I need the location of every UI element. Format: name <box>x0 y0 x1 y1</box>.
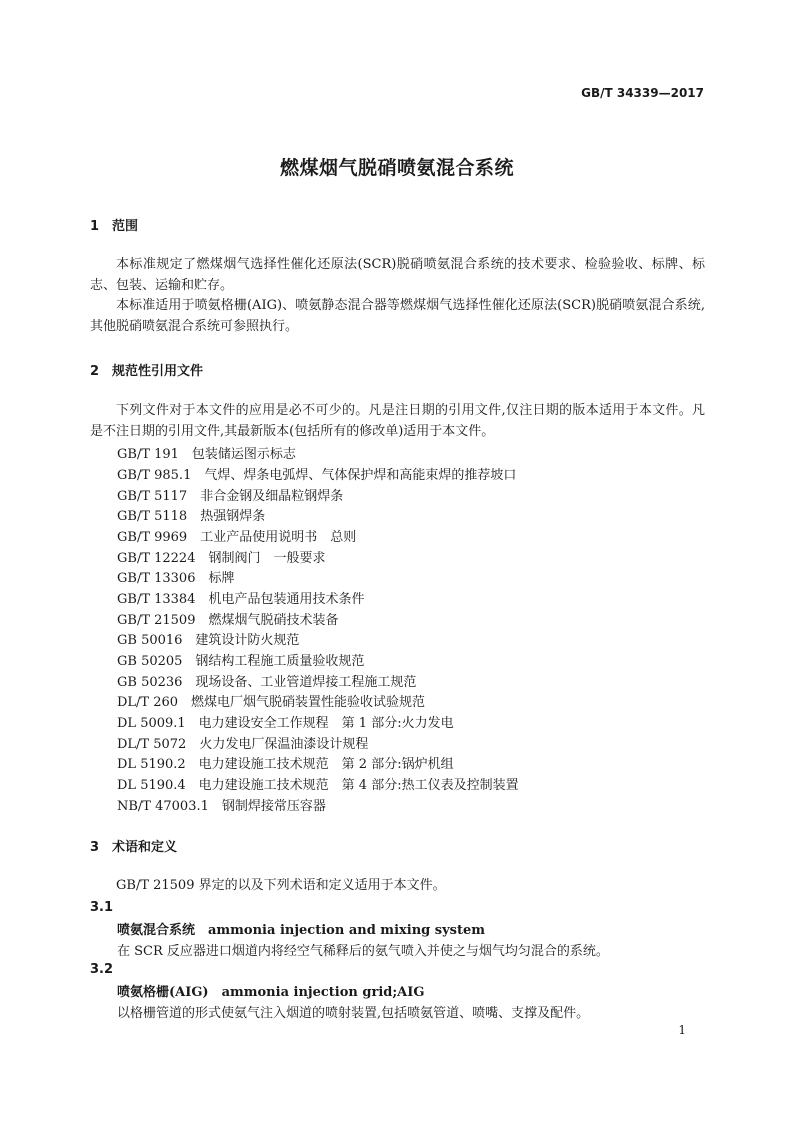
reference-item: GB/T 985.1 气焊、焊条电弧焊、气体保护焊和高能束焊的推荐坡口 <box>117 468 517 483</box>
reference-item: DL 5190.2 电力建设施工技术规范 第 2 部分:锅炉机组 <box>117 757 454 772</box>
section-2-heading <box>90 360 203 379</box>
section-title: 规范性引用文件 <box>112 364 204 379</box>
standard-code: GB/T 34339—2017 <box>581 86 704 100</box>
reference-item: GB/T 191 包装储运图示标志 <box>117 447 296 462</box>
term-definition: 以格栅管道的形式使氨气注入烟道的喷射装置,包括喷氨管道、喷嘴、支撑及配件。 <box>117 1006 590 1021</box>
scope-paragraph-1: 本标准规定了燃煤烟气选择性催化还原法(SCR)脱硝喷氨混合系统的技术要求、检验验收、标牌、标志、包装、运输和贮存。 <box>90 257 705 293</box>
term-name: 喷氨混合系统 ammonia injection and mixing system <box>117 923 485 938</box>
section-number: 2 <box>90 364 100 379</box>
references-intro-paragraph: 下列文件对于本文件的应用是必不可少的。凡是注日期的引用文件,仅注日期的版本适用于本文件。凡是不注日期的引用文件,其最新版本(包括所有的修改单)适用于本文件。 <box>90 403 705 439</box>
scope-paragraph-2: 本标准适用于喷氨格栅(AIG)、喷氨静态混合器等燃煤烟气选择性催化还原法(SCR)脱硝喷氨混合系统,其他脱硝喷氨混合系统可参照执行。 <box>90 298 705 334</box>
section-1-heading <box>90 215 138 234</box>
section-title: 范围 <box>112 219 139 234</box>
reference-item: GB/T 12224 钢制阀门 一般要求 <box>117 551 326 566</box>
reference-item: GB/T 5118 热强钢焊条 <box>117 509 266 524</box>
reference-item: GB/T 21509 燃煤烟气脱硝技术装备 <box>117 613 339 628</box>
reference-item: GB/T 13306 标牌 <box>117 571 235 586</box>
reference-item: DL 5009.1 电力建设安全工作规程 第 1 部分:火力发电 <box>117 716 454 731</box>
reference-item: DL/T 5072 火力发电厂保温油漆设计规程 <box>117 737 369 752</box>
term-definition: 在 SCR 反应器进口烟道内将经空气稀释后的氨气喷入并使之与烟气均匀混合的系统。 <box>117 944 609 959</box>
reference-item: DL 5190.4 电力建设施工技术规范 第 4 部分:热工仪表及控制装置 <box>117 778 519 793</box>
reference-item: GB/T 9969 工业产品使用说明书 总则 <box>117 530 357 545</box>
reference-item: GB/T 13384 机电产品包装通用技术条件 <box>117 592 365 607</box>
section-number: 3 <box>90 840 100 855</box>
section-number: 1 <box>90 219 100 234</box>
reference-item: GB 50236 现场设备、工业管道焊接工程施工规范 <box>117 675 417 690</box>
reference-item: DL/T 260 燃煤电厂烟气脱硝装置性能验收试验规范 <box>117 695 426 710</box>
reference-item: GB 50016 建筑设计防火规范 <box>117 633 300 648</box>
section-3-heading <box>90 836 177 855</box>
section-title: 术语和定义 <box>112 840 178 855</box>
terms-intro-paragraph: GB/T 21509 界定的以及下列术语和定义适用于本文件。 <box>116 878 446 893</box>
term-number: 3.1 <box>90 900 114 915</box>
reference-item: GB 50205 钢结构工程施工质量验收规范 <box>117 654 365 669</box>
page-number: 1 <box>678 1023 686 1037</box>
reference-item: GB/T 5117 非合金钢及细晶粒钢焊条 <box>117 489 344 504</box>
term-name: 喷氨格栅(AIG) ammonia injection grid;AIG <box>117 985 425 1000</box>
document-title: 燃煤烟气脱硝喷氨混合系统 <box>279 157 514 179</box>
reference-item: NB/T 47003.1 钢制焊接常压容器 <box>117 799 326 814</box>
term-number: 3.2 <box>90 962 114 977</box>
